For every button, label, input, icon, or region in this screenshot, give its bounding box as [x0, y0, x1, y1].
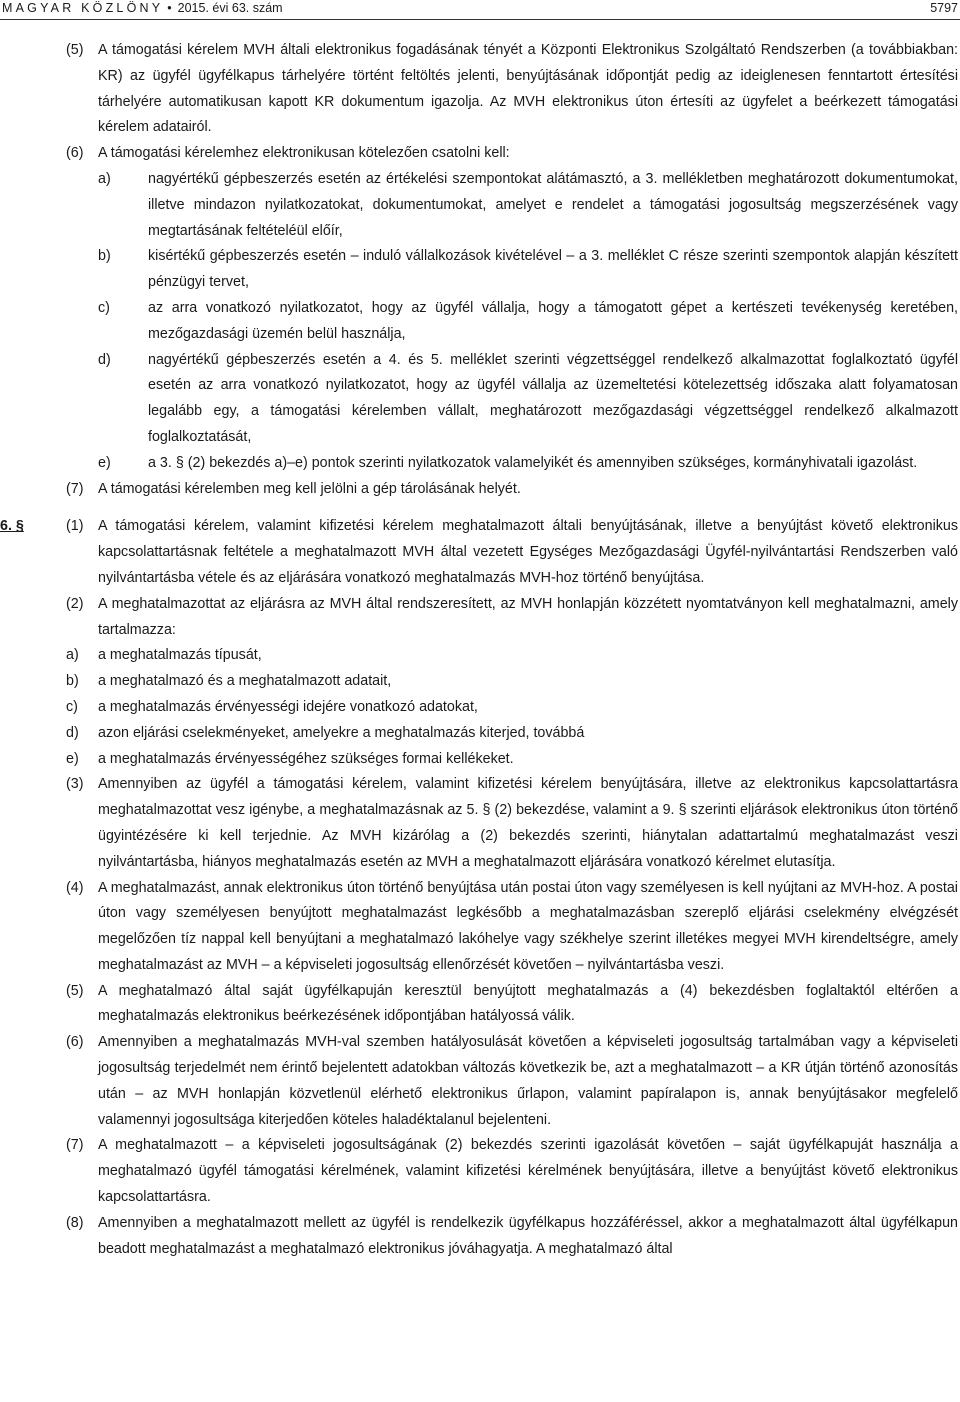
paragraph-number: (2)	[66, 595, 84, 612]
paragraph-number: (8)	[66, 1214, 84, 1231]
paragraph-text: A támogatási kérelem MVH általi elektronikus fogadásának tényét a Központi Elektronikus Szolgáltató Rendszerben (a továbbiakban: KR) az ügyfél ügyfélkapus tárhelyére történt feltöltés jelenti, benyújtásának időpontját pedig az ideiglenesen fenntartott értesítési tárhelyére automatikusan kapott KR dokumentum igazolja. Az MVH elektronikus úton értesíti az ügyfelet a beérkezett támogatási kérelem adatairól.	[98, 42, 958, 136]
list-item-letter: c)	[98, 299, 110, 316]
list-item-letter: c)	[66, 698, 78, 715]
header-bullet: •	[167, 1, 172, 15]
list-item	[0, 348, 958, 451]
paragraph-text: A meghatalmazást, annak elektronikus úton történő benyújtása után postai úton vagy személyesen is kell nyújtani az MVH-hoz. A postai úton vagy személyesen benyújtott meghatalmazást legkésőbb a meghatalmazásban szereplő eljárási cselekmény elvégzését megelőzően tíz nappal kell benyújtani a meghatalmazó lakóhelye vagy székhelye szerint illetékes megyei MVH kirendeltségre, amely meghatalmazást az MVH – a képviseleti jogosultság ellenőrzését követően – nyilvántartásba veszi.	[98, 879, 958, 973]
list-item-text: a meghatalmazás érvényességi idejére vonatkozó adatokat,	[98, 698, 478, 715]
paragraph-number: (3)	[66, 776, 84, 793]
header-divider	[0, 19, 960, 20]
journal-title: MAGYAR KÖZLÖNY	[2, 1, 164, 15]
section-6-paragraph-1	[0, 514, 958, 591]
list-item	[0, 669, 958, 695]
section-spacer	[0, 502, 958, 514]
section-6-paragraph-3	[0, 772, 958, 875]
section-6-paragraph-6	[0, 1030, 958, 1133]
paragraph-text: Amennyiben az ügyfél a támogatási kérelem, valamint kifizetési kérelem benyújtására, illetve az elektronikus kapcsolattartásra meghatalmazottat vesz igénybe, a meghatalmazásnak az 5. § (2) bekezdése, valamint a 9. § szerinti eljárások elektronikus úton történő ügyintézésére ki kell terjednie. Az MVH kizárólag a (2) bekezdés szerinti, hiánytalan adattartalmú meghatalmazást veszi nyilvántartásba, hiányos meghatalmazás esetén az MVH a meghatalmazott eljárására vonatkozó kérelmet elutasítja.	[98, 776, 958, 870]
list-item-letter: a)	[98, 170, 111, 187]
paragraph-number: (5)	[66, 982, 84, 999]
paragraph-number: (7)	[66, 1137, 84, 1154]
paragraph-number: (4)	[66, 879, 84, 896]
paragraph-text: A támogatási kérelemhez elektronikusan kötelezően csatolni kell:	[98, 145, 510, 162]
list-item-text: a meghatalmazás típusát,	[98, 647, 262, 664]
section-label: 6. §	[0, 518, 24, 535]
list-item-text: a meghatalmazás érvényességéhez szükséges formai kellékeket.	[98, 750, 514, 767]
list-item-text: nagyértékű gépbeszerzés esetén a 4. és 5. melléklet szerinti végzettséggel rendelkező alkalmazottat foglalkoztató ügyfél esetén az arra vonatkozó nyilatkozatot, hogy az ügyfél vállalja az üzemeltetési kötelezettség időszaka alatt folyamatosan legalább egy, a támogatási kérelemben vállalt, meghatározott mezőgazdasági végzettséggel rendelkező alkalmazott foglalkoztatását,	[148, 351, 958, 445]
section-6-paragraph-7	[0, 1133, 958, 1210]
list-item-text: kisértékű gépbeszerzés esetén – induló vállalkozások kivételével – a 3. melléklet C része szerinti szempontok alapján készített pénzügyi tervet,	[148, 248, 958, 291]
paragraph-6	[0, 141, 958, 167]
section-6-paragraph-4	[0, 876, 958, 979]
list-item-text: nagyértékű gépbeszerzés esetén az értékelési szempontokat alátámasztó, a 3. mellékletben meghatározott dokumentumokat, illetve mindazon nyilatkozatokat, dokumentumokat, amelyet e rendelet a támogatási jogosultság megszerzésének vagy megtartásának feltételéül előír,	[148, 170, 958, 239]
paragraph-text: A támogatási kérelem, valamint kifizetési kérelem meghatalmazott általi benyújtásának, illetve a benyújtást követő elektronikus kapcsolattartásnak feltétele a meghatalmazott MVH által vezetett Egységes Mezőgazdasági Ügyfél-nyilvántartási Rendszerben való nyilvántartásba vétele és az eljárására vonatkozó meghatalmazás MVH-hoz történő benyújtása.	[98, 518, 958, 586]
document-body	[0, 38, 958, 1262]
list-item-letter: e)	[98, 454, 111, 471]
list-item-letter: b)	[98, 248, 111, 265]
list-item-text: a 3. § (2) bekezdés a)–e) pontok szerinti nyilatkozatok valamelyikét és amennyiben szükséges, kormányhivatali igazolást.	[148, 454, 918, 471]
list-item	[0, 296, 958, 348]
list-item-text: a meghatalmazó és a meghatalmazott adatait,	[98, 673, 392, 690]
paragraph-5	[0, 38, 958, 141]
list-item	[0, 747, 958, 773]
list-item-text: az arra vonatkozó nyilatkozatot, hogy az ügyfél vállalja, hogy a támogatott gépet a kertészeti tevékenység keretében, mezőgazdasági üzemén belül használja,	[148, 299, 958, 342]
list-item	[0, 695, 958, 721]
paragraph-text: A támogatási kérelemben meg kell jelölni a gép tárolásának helyét.	[98, 480, 521, 497]
list-item	[0, 167, 958, 244]
list-item-letter: a)	[66, 647, 79, 664]
header-left	[2, 1, 283, 15]
list-item-text: azon eljárási cselekményeket, amelyekre a meghatalmazás kiterjed, továbbá	[98, 724, 585, 741]
paragraph-text: A meghatalmazó által saját ügyfélkapuján keresztül benyújtott meghatalmazás a (4) bekezdésben foglaltaktól eltérően a meghatalmazás elektronikus beérkezésének időpontjában hatályossá válik.	[98, 982, 958, 1025]
paragraph-number: (1)	[66, 518, 84, 535]
list-item	[0, 643, 958, 669]
paragraph-7	[0, 477, 958, 503]
paragraph-text: A meghatalmazottat az eljárásra az MVH által rendszeresített, az MVH honlapján közzétett nyomtatványon kell meghatalmazni, amely tartalmazza:	[98, 595, 958, 638]
list-item-letter: b)	[66, 673, 79, 690]
page-number: 5797	[930, 1, 958, 15]
list-item	[0, 451, 958, 477]
issue-label: 2015. évi 63. szám	[177, 1, 283, 15]
list-item	[0, 721, 958, 747]
section-6-paragraph-5	[0, 979, 958, 1031]
list-item	[0, 244, 958, 296]
list-item-letter: d)	[98, 351, 111, 368]
paragraph-number: (6)	[66, 145, 84, 162]
paragraph-text: Amennyiben a meghatalmazott mellett az ügyfél is rendelkezik ügyfélkapus hozzáféréssel, akkor a meghatalmazott által ügyfélkapun beadott meghatalmazást a meghatalmazó elektronikus jóváhagyatja. A meghatalmazó által	[98, 1214, 958, 1257]
section-6-paragraph-2	[0, 592, 958, 644]
paragraph-number: (6)	[66, 1034, 84, 1051]
list-item-letter: e)	[66, 750, 79, 767]
page-header	[0, 0, 960, 24]
section-6-paragraph-8	[0, 1211, 958, 1263]
list-item-letter: d)	[66, 724, 79, 741]
paragraph-text: A meghatalmazott – a képviseleti jogosultságának (2) bekezdés szerinti igazolását követően – saját ügyfélkapuját használja a meghatalmazó ügyfél támogatási kérelmének, valamint kifizetési kérelmének benyújtására, illetve a benyújtást követő elektronikus kapcsolattartásra.	[98, 1137, 958, 1206]
paragraph-number: (7)	[66, 480, 84, 497]
paragraph-number: (5)	[66, 42, 84, 58]
paragraph-text: Amennyiben a meghatalmazás MVH-val szemben hatályosulását követően a képviseleti jogosultság tartalmában vagy a képviseleti jogosultság terjedelmét nem érintő bejelentett adatokban változás következik be, azt a meghatalmazott – a KR útján történő azonosítás után – az MVH honlapján közvetlenül elérhető elektronikus űrlapon, valamint papíralapon is, annak benyújtásakor megfelelő valamennyi jogosultsága kiterjedően köteles haladéktalanul bejelenteni.	[98, 1034, 958, 1128]
